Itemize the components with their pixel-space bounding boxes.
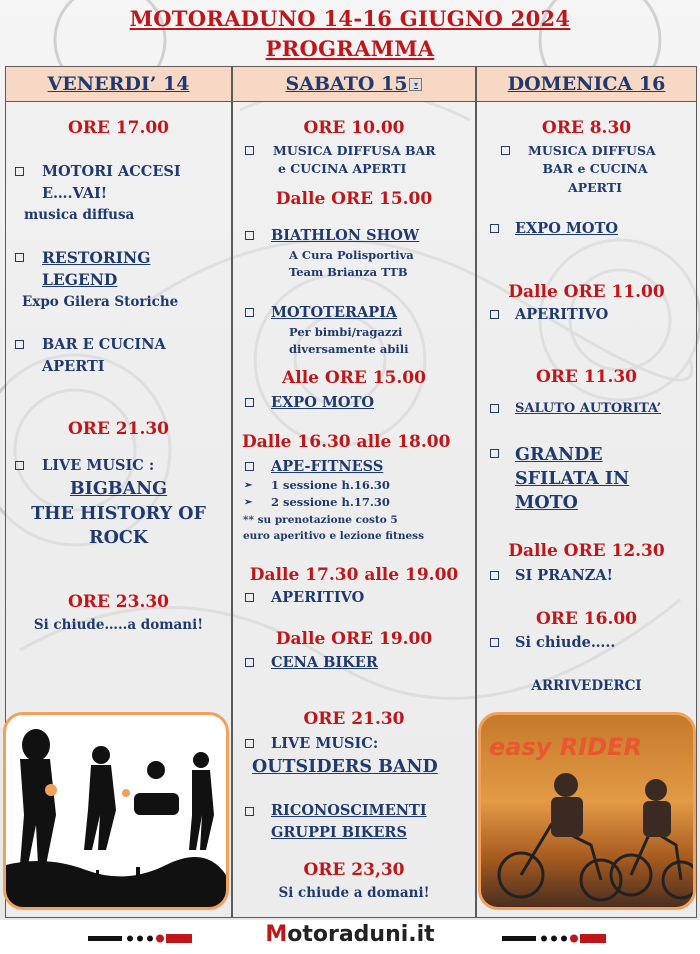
saturday-item: 1 sessione h.16.30 [271, 478, 390, 492]
friday-item: APERTI [42, 358, 105, 375]
saturday-time-2: Dalle ORE 15.00 [275, 189, 433, 209]
saturday-item: 2 sessione h.17.30 [271, 495, 390, 509]
sunday-header: DOMENICA 16 [476, 66, 697, 102]
saturday-item: APERITIVO [271, 589, 365, 606]
friday-item: MOTORI ACCESI [42, 163, 181, 180]
checkbox-icon [245, 739, 254, 748]
sunday-time-5: ORE 16.00 [535, 609, 638, 629]
friday-item: BIGBANG [69, 479, 168, 499]
friday-item: BAR E CUCINA [42, 336, 166, 353]
program-title: PROGRAMMA [265, 36, 435, 61]
checkbox-icon [490, 638, 499, 647]
sunday-item: SI PRANZA! [515, 567, 613, 584]
sunday-time-2: Dalle ORE 11.00 [508, 282, 665, 302]
checkbox-icon [245, 807, 254, 816]
sunday-item: GRANDE [515, 445, 603, 465]
saturday-item: MOTOTERAPIA [271, 304, 398, 321]
sunday-item: BAR e CUCINA [542, 161, 648, 176]
checkbox-icon [245, 308, 254, 317]
checkbox-icon [15, 253, 24, 262]
saturday-item: APE-FITNESS [271, 458, 384, 475]
sunday-item: SFILATA IN [515, 469, 630, 489]
sunday-item: SALUTO AUTORITA’ [515, 401, 662, 416]
saturday-item: EXPO MOTO [271, 394, 374, 411]
saturday-time-7: ORE 21.30 [303, 709, 405, 729]
saturday-time-1: ORE 10.00 [303, 118, 405, 138]
friday-item: musica diffusa [24, 207, 135, 223]
sunday-item: MOTO [515, 493, 578, 513]
saturday-time-6: Dalle ORE 19.00 [275, 629, 433, 649]
friday-time-1: ORE 17.00 [67, 118, 170, 138]
checkbox-icon [490, 404, 499, 413]
checkbox-icon [15, 167, 24, 176]
checkbox-icon [245, 462, 254, 471]
saturday-item: A Cura Polisportiva [289, 248, 414, 262]
sunday-time-1: ORE 8.30 [541, 118, 632, 138]
saturday-item: MUSICA DIFFUSA BAR [273, 143, 436, 158]
checkbox-icon [501, 146, 510, 155]
friday-item: RESTORING [42, 248, 151, 267]
sunday-time-4: Dalle ORE 12.30 [508, 541, 665, 561]
logo-bike-graphic-right [502, 932, 612, 946]
saturday-time-5: Dalle 17.30 alle 19.00 [249, 565, 459, 585]
checkbox-icon [490, 571, 499, 580]
saturday-item: diversamente abili [289, 342, 409, 356]
sunday-item: ARRIVEDERCI [531, 678, 642, 694]
checkbox-icon [490, 310, 499, 319]
saturday-item: Si chiude a domani! [278, 885, 430, 901]
friday-item: Si chiude…..a domani! [33, 617, 204, 633]
arrow-icon: ➢ [244, 497, 253, 508]
checkbox-icon [15, 340, 24, 349]
event-title: MOTORADUNO 14-16 GIUGNO 2024 [129, 6, 571, 31]
saturday-item: OUTSIDERS BAND [252, 757, 438, 777]
friday-item: LIVE MUSIC : [42, 457, 155, 474]
checkbox-icon [490, 224, 499, 233]
friday-item: ROCK [89, 528, 148, 548]
saturday-item: Team Brianza TTB [289, 265, 408, 279]
checkbox-icon [245, 398, 254, 407]
friday-item: LEGEND [42, 270, 118, 289]
saturday-item: Per bimbi/ragazzi [289, 325, 403, 339]
poster-title: easy RIDER [489, 733, 642, 761]
friday-header: VENERDI’ 14 [5, 66, 232, 102]
band-silhouette-image [3, 712, 229, 910]
arrow-icon: ➢ [244, 480, 253, 491]
sunday-item: MUSICA DIFFUSA [528, 143, 656, 158]
motoraduni-logo[interactable]: Motoraduni.it [265, 922, 435, 947]
easy-rider-poster-image [478, 712, 696, 910]
saturday-item: e CUCINA APERTI [278, 161, 407, 176]
saturday-time-3: Alle ORE 15.00 [282, 368, 426, 388]
saturday-item: RICONOSCIMENTI [271, 802, 427, 819]
checkbox-icon [15, 461, 24, 470]
dropdown-icon[interactable]: ▾ [409, 78, 422, 91]
checkbox-icon [245, 231, 254, 240]
saturday-item: GRUPPI BIKERS [271, 824, 407, 841]
saturday-item: CENA BIKER [271, 654, 378, 671]
saturday-item: ** su prenotazione costo 5 [243, 514, 398, 526]
saturday-time-8: ORE 23,30 [303, 860, 405, 880]
saturday-item: LIVE MUSIC: [271, 735, 379, 752]
sunday-item: EXPO MOTO [515, 220, 618, 237]
checkbox-icon [245, 146, 254, 155]
checkbox-icon [490, 449, 499, 458]
friday-item: THE HISTORY OF [31, 504, 206, 524]
saturday-item: BIATHLON SHOW [271, 227, 420, 244]
friday-time-2: ORE 21.30 [67, 419, 170, 439]
sunday-item: APERITIVO [515, 306, 609, 323]
saturday-time-4: Dalle 16.30 alle 18.00 [242, 432, 451, 452]
saturday-item: euro aperitivo e lezione fitness [243, 530, 425, 542]
sunday-item: Si chiude….. [515, 634, 616, 651]
friday-time-3: ORE 23.30 [67, 592, 170, 612]
friday-item: E….VAI! [42, 185, 108, 202]
saturday-header: SABATO 15 ▾ [232, 66, 476, 102]
checkbox-icon [245, 658, 254, 667]
sunday-time-3: ORE 11.30 [535, 367, 638, 387]
sunday-item: APERTI [568, 180, 622, 195]
checkbox-icon [245, 593, 254, 602]
friday-item: Expo Gilera Storiche [22, 294, 179, 310]
